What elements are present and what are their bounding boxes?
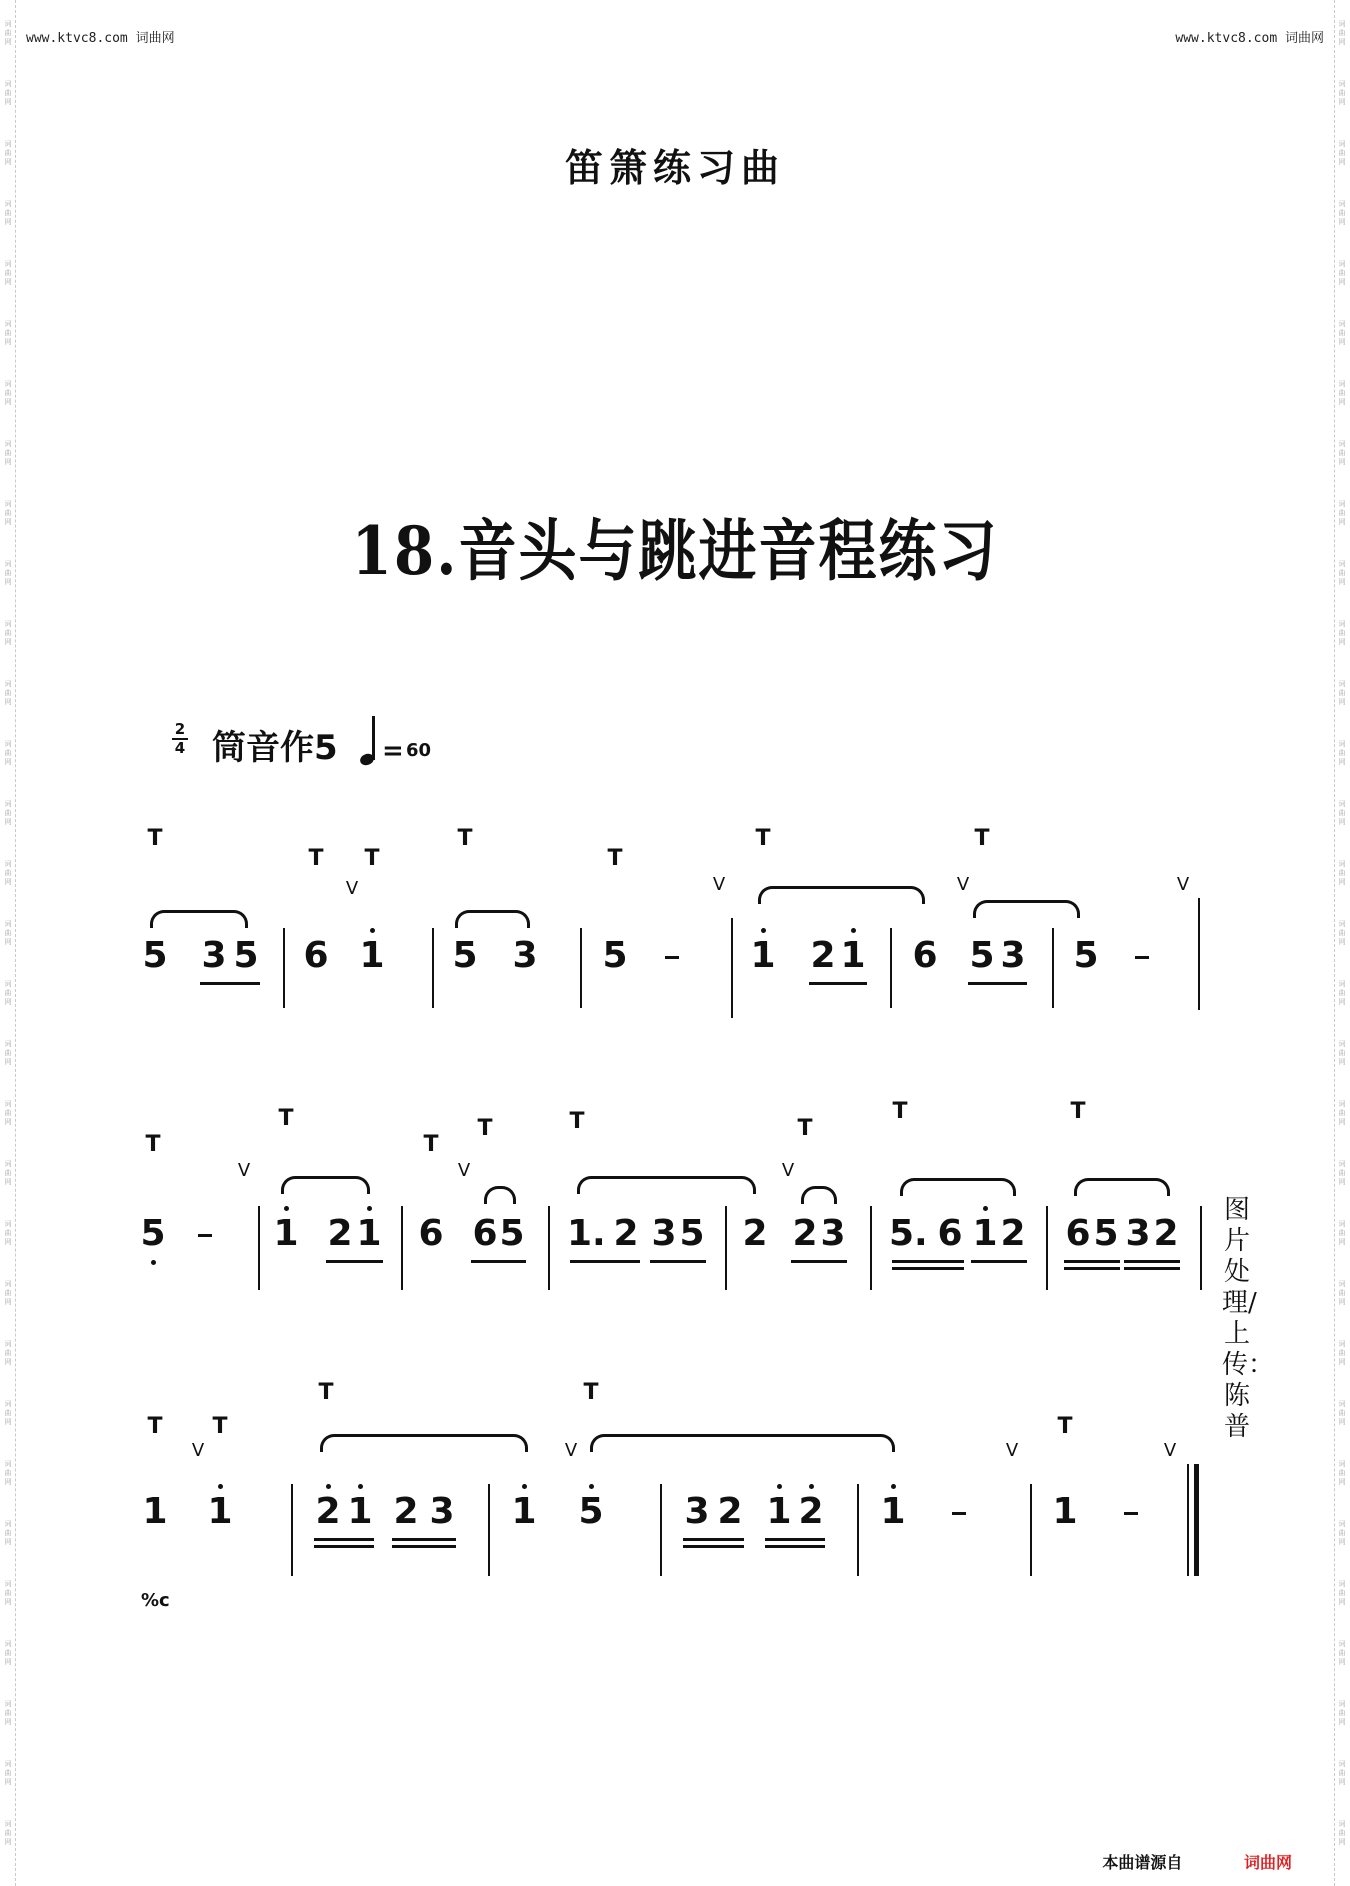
bar-line	[291, 1484, 293, 1576]
high-octave-dot	[370, 928, 375, 933]
margin-watermark: 词曲网	[4, 620, 12, 646]
margin-watermark: 词曲网	[4, 1460, 12, 1486]
margin-watermark: 词曲网	[4, 1700, 12, 1726]
tongue-mark: T	[583, 1380, 599, 1405]
beam-underline	[650, 1260, 706, 1263]
high-octave-dot	[777, 1484, 782, 1489]
beam-underline	[314, 1538, 374, 1541]
jianpu-note: 6	[418, 1213, 444, 1254]
margin-watermark: 词曲网	[1338, 1700, 1346, 1726]
beam-underline	[1124, 1260, 1180, 1263]
margin-watermark: 词曲网	[1338, 20, 1346, 46]
jianpu-note: 1	[273, 1213, 299, 1254]
key-text: 筒音作5	[212, 728, 338, 768]
high-octave-dot	[367, 1206, 372, 1211]
jianpu-note: 1	[750, 935, 776, 976]
jianpu-note: 5	[140, 1213, 166, 1254]
jianpu-note: 3	[512, 935, 538, 976]
footer-brand: 词曲网	[1243, 1853, 1292, 1872]
margin-watermark: 词曲网	[4, 860, 12, 886]
margin-watermark: 词曲网	[4, 1040, 12, 1066]
margin-watermark: 词曲网	[1338, 1340, 1346, 1366]
margin-watermark: 词曲网	[1338, 680, 1346, 706]
margin-watermark: 词曲网	[1338, 980, 1346, 1006]
jianpu-note: 2	[717, 1491, 743, 1532]
margin-watermark: 词曲网	[1338, 1400, 1346, 1426]
margin-watermark: 词曲网	[1338, 140, 1346, 166]
margin-watermark: 词曲网	[1338, 440, 1346, 466]
tongue-mark: T	[457, 826, 473, 851]
margin-watermark: 词曲网	[4, 140, 12, 166]
tongue-mark: T	[1057, 1414, 1073, 1439]
sustain-dash	[952, 1512, 966, 1515]
bar-line	[432, 928, 434, 1008]
jianpu-note: 5	[499, 1213, 525, 1254]
beam-underline	[471, 1260, 526, 1263]
tongue-mark: T	[755, 826, 771, 851]
tempo-bpm: 60	[406, 740, 432, 761]
margin-watermark: 词曲网	[1338, 1520, 1346, 1546]
breath-mark: V	[1176, 874, 1190, 895]
breath-mark: V	[564, 1440, 578, 1461]
margin-watermark: 词曲网	[1338, 1760, 1346, 1786]
margin-watermark: 词曲网	[4, 320, 12, 346]
beam-underline	[326, 1260, 383, 1263]
bar-line	[725, 1206, 727, 1290]
margin-watermark: 词曲网	[4, 1400, 12, 1426]
margin-watermark: 词曲网	[4, 1340, 12, 1366]
jianpu-note: 1	[356, 1213, 382, 1254]
beam-underline	[809, 982, 867, 985]
breath-mark: V	[1163, 1440, 1177, 1461]
beam-underline	[200, 982, 260, 985]
breath-mark: V	[1005, 1440, 1019, 1461]
tongue-mark: T	[212, 1414, 228, 1439]
jianpu-note: 5	[1093, 1213, 1119, 1254]
margin-watermark: 词曲网	[4, 680, 12, 706]
margin-watermark: 词曲网	[1338, 560, 1346, 586]
beam-underline	[1064, 1260, 1120, 1263]
margin-watermark: 词曲网	[1338, 1160, 1346, 1186]
high-octave-dot	[983, 1206, 988, 1211]
margin-watermark: 词曲网	[1338, 1220, 1346, 1246]
tongue-mark: T	[147, 1414, 163, 1439]
slur-arc	[577, 1176, 756, 1194]
slur-arc	[484, 1186, 516, 1204]
tongue-mark: T	[892, 1099, 908, 1124]
margin-watermark: 词曲网	[4, 1760, 12, 1786]
jianpu-note: 1	[359, 935, 385, 976]
margin-watermark: 词曲网	[4, 1640, 12, 1666]
high-octave-dot	[358, 1484, 363, 1489]
margin-watermark: 词曲网	[4, 380, 12, 406]
jianpu-note: 2	[1000, 1213, 1026, 1254]
bar-line	[857, 1484, 859, 1576]
beam-underline	[791, 1260, 847, 1263]
jianpu-note: 1.	[567, 1213, 606, 1254]
jianpu-note: 3	[1125, 1213, 1151, 1254]
margin-watermark: 词曲网	[1338, 200, 1346, 226]
jianpu-note: 3	[651, 1213, 677, 1254]
margin-watermark: 词曲网	[4, 920, 12, 946]
sustain-dash	[1124, 1512, 1138, 1515]
jianpu-note: 3	[684, 1491, 710, 1532]
margin-watermark: 词曲网	[1338, 1040, 1346, 1066]
jianpu-note: 5	[969, 935, 995, 976]
slur-arc	[590, 1434, 895, 1452]
margin-watermark: 词曲网	[1338, 1460, 1346, 1486]
jianpu-note: 2	[613, 1213, 639, 1254]
beam-underline	[892, 1267, 964, 1270]
margin-watermark: 词曲网	[4, 1580, 12, 1606]
jianpu-note: 3	[429, 1491, 455, 1532]
tongue-mark: T	[278, 1106, 294, 1131]
jianpu-note: 5	[1073, 935, 1099, 976]
margin-watermark: 词曲网	[1338, 320, 1346, 346]
slur-arc	[320, 1434, 528, 1452]
breath-mark: V	[781, 1160, 795, 1181]
site-url: www.ktvc8.com	[26, 31, 128, 46]
margin-watermark: 词曲网	[1338, 500, 1346, 526]
slur-arc	[900, 1178, 1016, 1196]
jianpu-note: 5	[578, 1491, 604, 1532]
tongue-mark: T	[1070, 1099, 1086, 1124]
tongue-mark: T	[147, 826, 163, 851]
margin-watermark: 词曲网	[4, 560, 12, 586]
margin-watermark: 词曲网	[4, 740, 12, 766]
jianpu-note: 6	[937, 1213, 963, 1254]
slur-arc	[1074, 1178, 1170, 1196]
beam-underline	[683, 1545, 744, 1548]
bar-line	[258, 1206, 260, 1290]
book-title: 笛箫练习曲	[564, 145, 785, 190]
bar-line	[731, 918, 733, 1018]
margin-watermark: 词曲网	[4, 980, 12, 1006]
high-octave-dot	[326, 1484, 331, 1489]
beam-underline	[968, 982, 1027, 985]
jianpu-note: 1	[972, 1213, 998, 1254]
slur-arc	[801, 1186, 837, 1204]
breath-mark: V	[345, 878, 359, 899]
site-name: 词曲网	[135, 31, 175, 46]
margin-watermark: 词曲网	[1338, 260, 1346, 286]
margin-watermark: 词曲网	[1338, 1640, 1346, 1666]
margin-watermark: 词曲网	[1338, 1280, 1346, 1306]
low-octave-dot	[151, 1260, 156, 1265]
bar-line	[401, 1206, 403, 1290]
slur-arc	[973, 900, 1080, 918]
jianpu-note: 1	[840, 935, 866, 976]
margin-watermark: 词曲网	[1338, 860, 1346, 886]
bar-line	[870, 1206, 872, 1290]
jianpu-note: 5.	[889, 1213, 928, 1254]
margin-watermark: 词曲网	[1338, 380, 1346, 406]
slur-arc	[150, 910, 248, 928]
jianpu-note: 2	[792, 1213, 818, 1254]
margin-watermark: 词曲网	[1338, 800, 1346, 826]
tongue-mark: T	[569, 1109, 585, 1134]
bar-line	[890, 928, 892, 1008]
margin-watermark: 词曲网	[4, 20, 12, 46]
bar-line	[488, 1484, 490, 1576]
tongue-mark: T	[477, 1116, 493, 1141]
jianpu-note: 5	[142, 935, 168, 976]
breath-mark: V	[457, 1160, 471, 1181]
jianpu-note: 1	[207, 1491, 233, 1532]
jianpu-note: 1	[880, 1491, 906, 1532]
footer	[1102, 1850, 1292, 1873]
high-octave-dot	[284, 1206, 289, 1211]
jianpu-note: 2	[327, 1213, 353, 1254]
beam-underline	[765, 1538, 825, 1541]
tongue-mark: T	[145, 1132, 161, 1157]
beam-underline	[683, 1538, 744, 1541]
jianpu-note: 2	[315, 1491, 341, 1532]
margin-watermark: 词曲网	[4, 200, 12, 226]
tongue-mark: T	[797, 1116, 813, 1141]
piece-title: 18.音头与跳进音程练习	[351, 511, 999, 590]
jianpu-note: 2	[742, 1213, 768, 1254]
beam-underline	[971, 1260, 1027, 1263]
bar-line	[1200, 1206, 1202, 1290]
jianpu-note: 2	[393, 1491, 419, 1532]
bar-line	[1046, 1206, 1048, 1290]
margin-watermark: 词曲网	[4, 500, 12, 526]
jianpu-note: 5	[679, 1213, 705, 1254]
high-octave-dot	[891, 1484, 896, 1489]
tongue-mark: T	[308, 846, 324, 871]
tongue-mark: T	[364, 846, 380, 871]
high-octave-dot	[761, 928, 766, 933]
breath-mark: V	[712, 874, 726, 895]
margin-watermark: 词曲网	[1338, 620, 1346, 646]
jianpu-note: 1	[347, 1491, 373, 1532]
margin-watermark: 词曲网	[4, 80, 12, 106]
beam-underline	[392, 1545, 456, 1548]
margin-watermark: 词曲网	[4, 260, 12, 286]
credit-text: 图片处理/上传：陈普	[1222, 1195, 1275, 1442]
tongue-mark: T	[318, 1380, 334, 1405]
bar-line	[1198, 898, 1200, 1010]
breath-mark: V	[237, 1160, 251, 1181]
bar-line	[660, 1484, 662, 1576]
margin-watermark: 词曲网	[1338, 1100, 1346, 1126]
bar-line	[548, 1206, 550, 1290]
beam-underline	[570, 1260, 640, 1263]
high-octave-dot	[218, 1484, 223, 1489]
sustain-dash	[1135, 956, 1149, 959]
margin-watermark: 词曲网	[4, 1160, 12, 1186]
beam-underline	[765, 1545, 825, 1548]
high-octave-dot	[522, 1484, 527, 1489]
jianpu-note: 1	[142, 1491, 168, 1532]
jianpu-note: 1	[1052, 1491, 1078, 1532]
margin-watermark: 词曲网	[4, 440, 12, 466]
jianpu-note: 2	[798, 1491, 824, 1532]
high-octave-dot	[589, 1484, 594, 1489]
margin-watermark: 词曲网	[4, 1820, 12, 1846]
jianpu-note: 3	[820, 1213, 846, 1254]
site-url: www.ktvc8.com	[1175, 31, 1278, 46]
beam-underline	[392, 1538, 456, 1541]
high-octave-dot	[809, 1484, 814, 1489]
jianpu-note: 5	[233, 935, 259, 976]
time-signature-top: 2	[174, 720, 186, 738]
margin-watermark: 词曲网	[1338, 1580, 1346, 1606]
slur-arc	[281, 1176, 370, 1194]
margin-watermark: 词曲网	[4, 1100, 12, 1126]
margin-watermark: 词曲网	[1338, 920, 1346, 946]
jianpu-note: 5	[452, 935, 478, 976]
jianpu-note: 5	[602, 935, 628, 976]
beam-underline	[1064, 1267, 1120, 1270]
site-name: 词曲网	[1284, 31, 1324, 46]
tongue-mark: T	[607, 846, 623, 871]
final-bar-thick	[1194, 1464, 1199, 1576]
jianpu-note: 1	[511, 1491, 537, 1532]
footer-source: 本曲谱源自	[1102, 1853, 1183, 1872]
margin-watermark: 词曲网	[1338, 80, 1346, 106]
tongue-mark: T	[974, 826, 990, 851]
jianpu-note: 1	[766, 1491, 792, 1532]
bar-line	[580, 928, 582, 1008]
bottom-mark: %c	[141, 1590, 170, 1611]
beam-underline	[892, 1260, 964, 1263]
margin-watermark: 词曲网	[1338, 1820, 1346, 1846]
tempo-equals: =	[382, 736, 404, 766]
bar-line	[1030, 1484, 1032, 1576]
margin-watermark: 词曲网	[1338, 740, 1346, 766]
jianpu-note: 2	[810, 935, 836, 976]
jianpu-note: 3	[1000, 935, 1026, 976]
breath-mark: V	[191, 1440, 205, 1461]
margin-watermark: 词曲网	[4, 1220, 12, 1246]
beam-underline	[1124, 1267, 1180, 1270]
time-signature-bottom: 4	[174, 739, 186, 757]
final-bar-thin	[1187, 1464, 1189, 1576]
sustain-dash	[665, 956, 679, 959]
slur-arc	[455, 910, 530, 928]
bar-line	[283, 928, 285, 1008]
bar-line	[1052, 928, 1054, 1008]
margin-watermark: 词曲网	[4, 1280, 12, 1306]
beam-underline	[314, 1545, 374, 1548]
jianpu-note: 6	[303, 935, 329, 976]
margin-watermark: 词曲网	[4, 1520, 12, 1546]
margin-watermark: 词曲网	[4, 800, 12, 826]
tongue-mark: T	[423, 1132, 439, 1157]
jianpu-note: 6	[1065, 1213, 1091, 1254]
sustain-dash	[198, 1234, 212, 1237]
breath-mark: V	[956, 874, 970, 895]
slur-arc	[758, 886, 925, 904]
jianpu-note: 6	[472, 1213, 498, 1254]
jianpu-note: 2	[1153, 1213, 1179, 1254]
high-octave-dot	[851, 928, 856, 933]
jianpu-note: 3	[201, 935, 227, 976]
jianpu-note: 6	[912, 935, 938, 976]
